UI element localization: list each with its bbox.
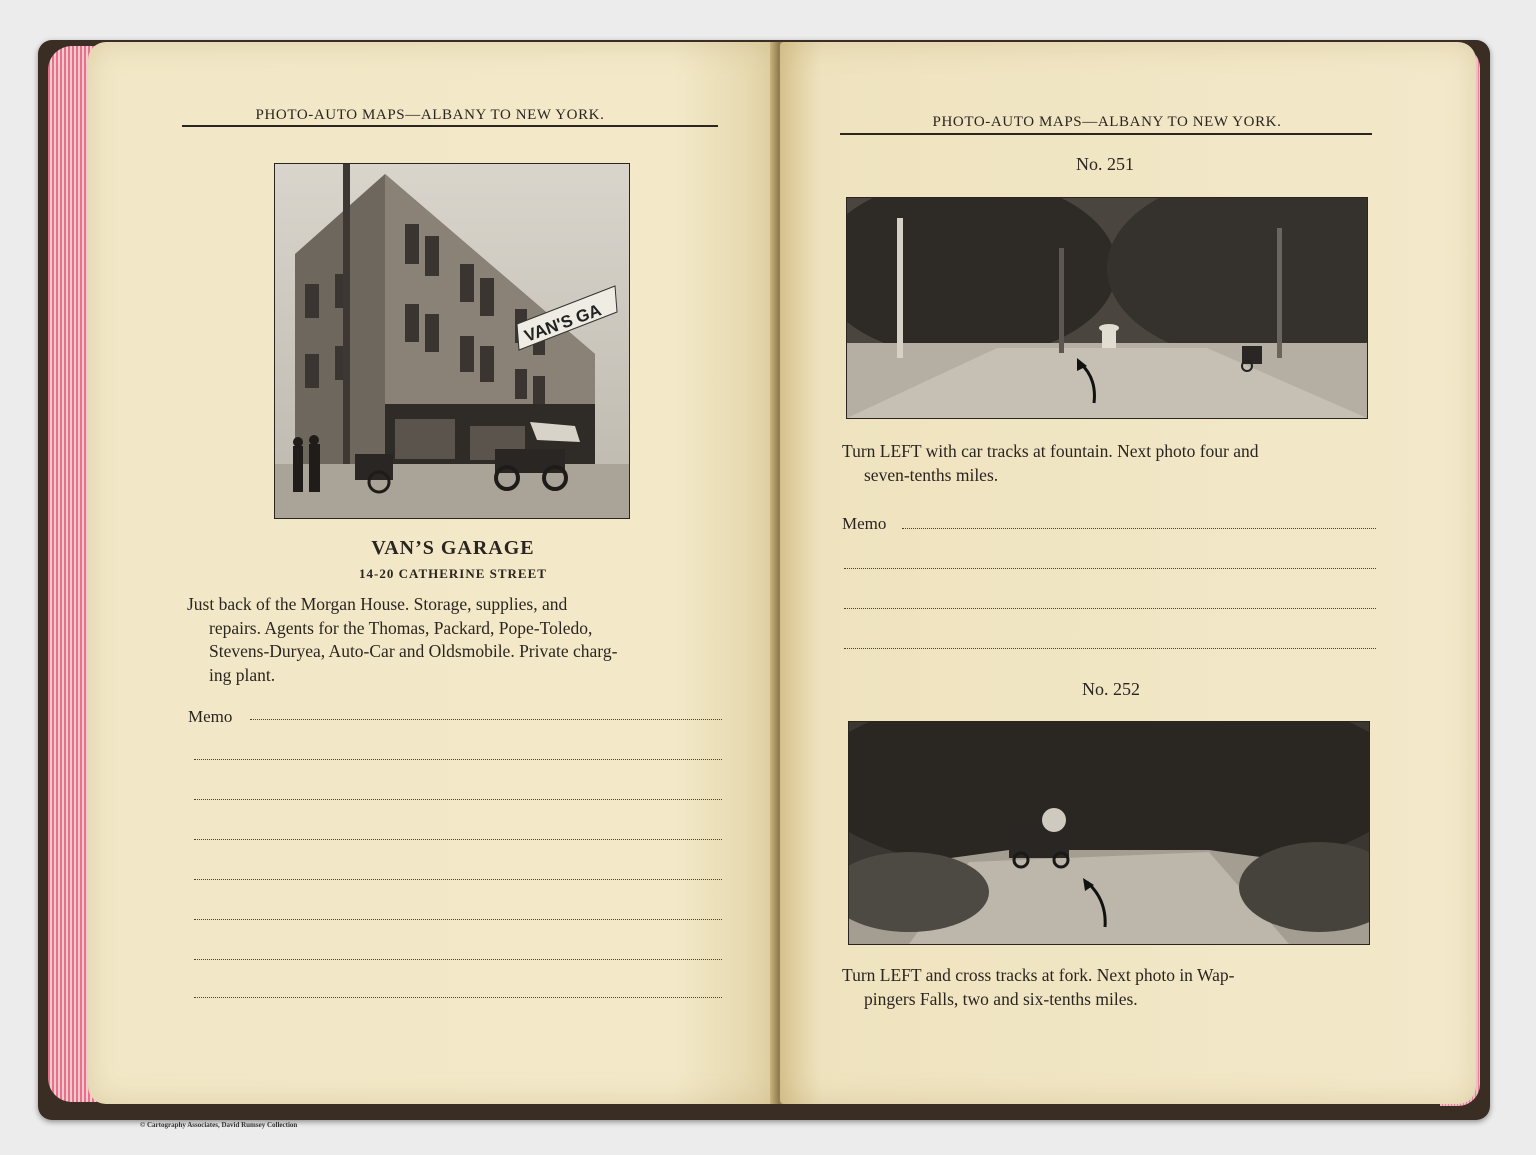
photo-251-caption: [842, 440, 1382, 487]
garage-sign-text: VAN'S GA: [521, 300, 604, 346]
photo-number-252: No. 252: [1082, 679, 1140, 699]
memo-line: [194, 759, 722, 760]
memo-line: [844, 648, 1376, 649]
photo-252-caption: [842, 964, 1382, 1011]
description-line: Stevens-Duryea, Auto-Car and Oldsmobile. Private charg-: [209, 641, 618, 661]
collection-credit: © Cartography Associates, David Rumsey Collection: [140, 1121, 298, 1129]
caption-line: pingers Falls, two and six-tenths miles.: [864, 988, 1138, 1009]
right-running-head: PHOTO-AUTO MAPS—ALBANY TO NEW YORK.: [932, 114, 1282, 130]
caption-line: Turn LEFT with car tracks at fountain. Next photo four and: [842, 441, 1259, 461]
garage-description: [187, 593, 723, 687]
garage-address: 14-20 CATHERINE STREET: [359, 566, 547, 581]
vans-garage-photo: [274, 163, 630, 519]
left-running-head: PHOTO-AUTO MAPS—ALBANY TO NEW YORK.: [255, 107, 605, 123]
memo-line: [844, 608, 1376, 609]
garage-title: VAN’S GARAGE: [371, 537, 535, 559]
memo-line: [902, 528, 1376, 529]
memo-line: [250, 719, 722, 720]
right-memo-label: Memo: [842, 514, 887, 533]
memo-line: [194, 839, 722, 840]
right-head-rule: [840, 133, 1372, 135]
memo-line: [194, 959, 722, 960]
description-line: repairs. Agents for the Thomas, Packard, Pope-Toledo,: [209, 617, 593, 638]
memo-line: [194, 879, 722, 880]
route-photo-252: [848, 721, 1370, 945]
caption-line: Turn LEFT and cross tracks at fork. Next photo in Wap-: [842, 965, 1235, 985]
memo-line: [194, 919, 722, 920]
description-line: ing plant.: [209, 664, 276, 685]
route-photo-251: [846, 197, 1368, 419]
memo-line: [844, 568, 1376, 569]
left-page: [88, 42, 778, 1104]
photo-number-251: No. 251: [1076, 154, 1134, 174]
memo-line: [194, 799, 722, 800]
caption-line: seven-tenths miles.: [864, 464, 999, 485]
memo-line: [194, 997, 722, 998]
left-head-rule: [182, 125, 718, 127]
right-page: [780, 42, 1476, 1104]
description-line: Just back of the Morgan House. Storage, supplies, and: [187, 594, 568, 614]
left-memo-label: Memo: [188, 707, 233, 726]
